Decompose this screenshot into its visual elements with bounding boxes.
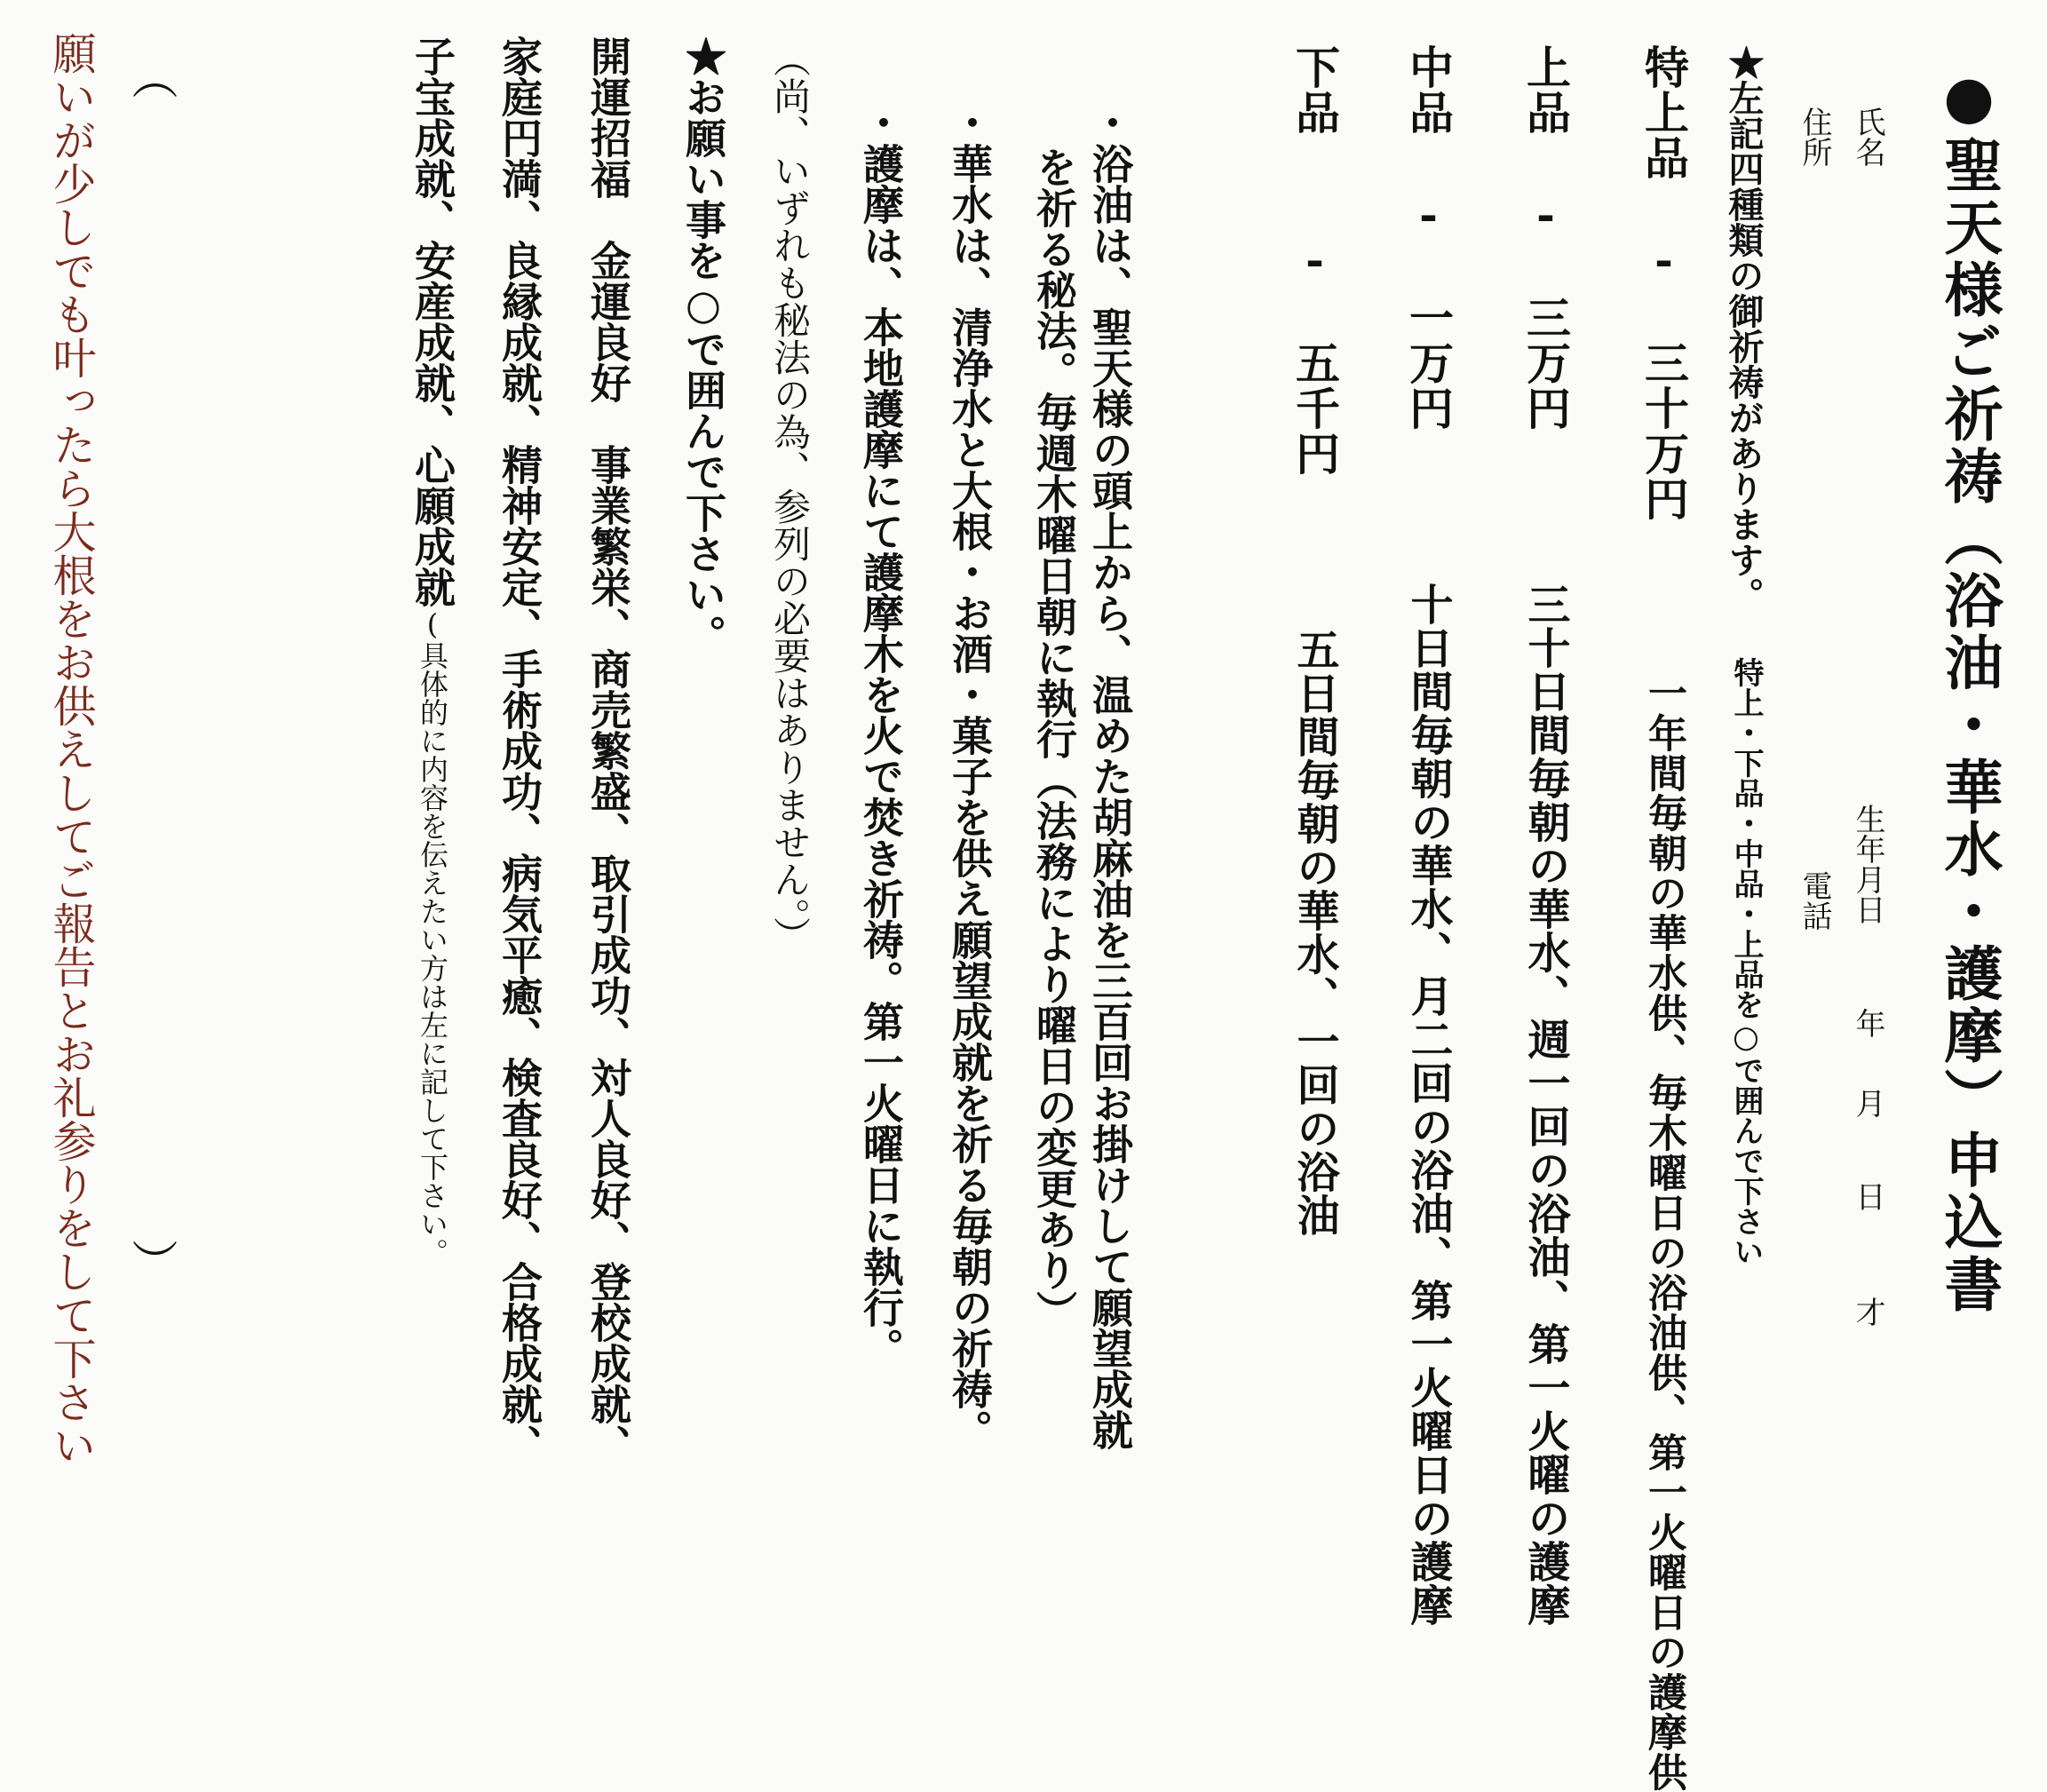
grade-desc: 一年間毎朝の華水供、毎木曜日の浴油供、第一火曜日の護摩供	[1641, 673, 1686, 1792]
grade-chuu: 中品 - 一万円 十日間毎朝の華水、月二回の浴油、第一火曜日の護摩	[1402, 44, 1455, 1627]
page-title: ●聖天様ご祈祷（浴油・華水・護摩）申込書	[1934, 62, 2003, 1316]
day-label: 日	[1850, 1181, 1885, 1211]
explanation-note: （尚、いずれも秘法の為、参列の必要はありません。）	[768, 40, 812, 954]
wishes-line-2: 家庭円満、良縁成就、精神安定、手術成功、病気平癒、検査良好、合格成就、	[496, 36, 543, 1465]
grade-name: 特上品	[1638, 44, 1690, 180]
explanation-yokuyu-1: ・浴油は、聖天様の頭上から、温めた胡麻油を三百回お掛けして願望成就	[1086, 102, 1134, 1450]
wishes-header: ★お願い事を○で囲んで下さい。	[679, 36, 727, 655]
explanation-goma: ・護摩は、本地護摩にて護摩木を火で焚き祈祷。第一火曜日に執行。	[857, 102, 905, 1368]
blank-close-paren: ）	[123, 1239, 177, 1285]
blank-open-paren: （	[123, 53, 177, 99]
explanation-yokuyu-2: を祈る秘法。毎週木曜日朝に執行（法務により曜日の変更あり）	[1030, 147, 1078, 1331]
grade-name: 上品	[1519, 44, 1572, 135]
explanation-kesui: ・華水は、清浄水と大根・お酒・菓子を供え願望成就を祈る毎朝の祈祷。	[946, 102, 994, 1450]
intro-line-2: 特上・下品・中品・上品を○で囲んで下さい	[1728, 657, 1764, 1266]
phone-label: 電話	[1797, 870, 1832, 931]
month-label: 月	[1850, 1088, 1885, 1118]
grade-desc: 三十日間毎朝の華水、週一回の浴油、第一火曜の護摩	[1520, 583, 1570, 1627]
name-label: 氏名	[1850, 107, 1885, 167]
grade-ge: 下品 - 五千円 五日間毎朝の華水、一回の浴油	[1289, 44, 1341, 1237]
grade-desc: 十日間毎朝の華水、月二回の浴油、第一火曜日の護摩	[1403, 583, 1453, 1627]
grade-desc: 五日間毎朝の華水、一回の浴油	[1289, 628, 1339, 1237]
grade-price: 一万円	[1402, 295, 1455, 431]
intro-line-1: ★左記四種類の御祈祷があります。	[1723, 44, 1765, 613]
grade-name: 中品	[1402, 44, 1455, 135]
wishes-line-3-main: 子宝成就、安産成就、心願成就	[409, 36, 456, 607]
grade-jou: 上品 - 三万円 三十日間毎朝の華水、週一回の浴油、第一火曜の護摩	[1519, 44, 1572, 1627]
wishes-line-1: 開運招福 金運良好 事業繁栄、商売繁盛、取引成功、対人良好、登校成就、	[584, 36, 632, 1465]
age-label: 才	[1850, 1296, 1885, 1327]
grade-tokujou: 特上品 - 三十万円 一年間毎朝の華水供、毎木曜日の浴油供、第一火曜日の護摩供	[1638, 44, 1690, 1792]
year-label: 年	[1850, 1008, 1885, 1038]
grade-name: 下品	[1289, 44, 1341, 135]
wishes-line-3-note: (具体的に内容を伝えたい方は左に記して下さい。	[416, 607, 449, 1266]
closing-message: 願いが少しでも叶ったら大根をお供えしてご報告とお礼参りをして下さい	[46, 31, 97, 1467]
grade-price: 三十万円	[1638, 340, 1690, 521]
birthdate-label: 生年月日	[1850, 804, 1885, 924]
address-label: 住所	[1797, 107, 1832, 167]
grade-price: 三万円	[1519, 295, 1572, 431]
grade-price: 五千円	[1289, 340, 1341, 476]
wishes-line-3	[409, 36, 456, 1266]
